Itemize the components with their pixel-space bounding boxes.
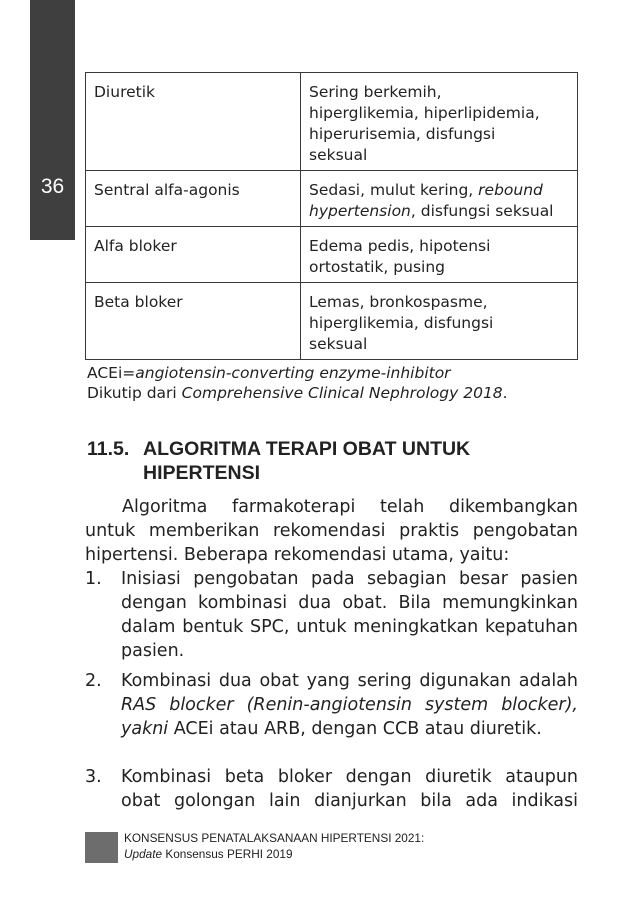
effects-line: hiperglikemia, disfungsi <box>309 314 494 332</box>
section-number: 11.5. <box>87 438 130 460</box>
drug-cell: Diuretik <box>86 73 301 171</box>
abbrev-label: ACEi= <box>87 364 136 382</box>
effects-line: hiperglikemia, hiperlipidemia, <box>309 104 540 122</box>
effects-text: , disfungsi seksual <box>410 202 554 220</box>
effects-line: ortostatik, pusing <box>309 258 445 276</box>
source-prefix: Dikutip dari <box>87 384 182 402</box>
list-marker: 1. <box>85 569 102 589</box>
effects-cell <box>301 227 578 283</box>
list-text: ACEi atau ARB, dengan CCB atau diuretik. <box>168 719 542 739</box>
intro-line: Algoritma farmakoterapi telah dikembangkan <box>122 497 578 517</box>
list-item <box>85 669 578 741</box>
effects-italic: hypertension <box>309 202 411 220</box>
abbreviation-note <box>87 363 587 383</box>
effects-italic: rebound <box>478 181 543 199</box>
list-text: Kombinasi dua obat yang sering digunakan adalah <box>121 671 578 691</box>
footer-line: KONSENSUS PENATALAKSANAAN HIPERTENSI 2021: <box>124 831 425 845</box>
source-suffix: . <box>502 384 508 402</box>
effects-line: Edema pedis, hipotensi <box>309 237 491 255</box>
table-row <box>86 171 578 227</box>
effects-text: Sedasi, mulut kering, <box>309 181 479 199</box>
effects-cell <box>301 73 578 171</box>
side-tab <box>30 0 75 240</box>
list-text-italic: RAS blocker (Renin-angiotensin system blocker), yakni <box>121 695 578 739</box>
drug-cell: Alfa bloker <box>86 227 301 283</box>
effects-line: Sering berkemih, <box>309 83 442 101</box>
list-marker: 3. <box>85 767 102 787</box>
source-note <box>87 383 587 403</box>
effects-cell <box>301 171 578 227</box>
page-number: 36 <box>40 175 65 198</box>
section-heading <box>87 437 587 485</box>
drug-cell: Sentral alfa-agonis <box>86 171 301 227</box>
list-text: Kombinasi beta bloker dengan diuretik ataupun obat golongan lain dianjurkan bila ada indikasi <box>121 767 578 811</box>
effects-line: seksual <box>309 335 368 353</box>
table-row <box>86 227 578 283</box>
list-item <box>85 765 578 813</box>
effects-line: seksual <box>309 146 368 164</box>
footer-block <box>85 832 118 863</box>
section-title-line: ALGORITMA TERAPI OBAT UNTUK <box>143 438 471 460</box>
side-effects-table <box>85 72 578 360</box>
intro-line: untuk memberikan rekomendasi praktis pengobatan <box>85 521 578 541</box>
section-title-line: HIPERTENSI <box>143 462 261 484</box>
footer-italic: Update <box>124 847 163 861</box>
intro-paragraph <box>85 495 578 567</box>
abbrev-text: angiotensin-converting enzyme-inhibitor <box>135 364 451 382</box>
table-row <box>86 73 578 171</box>
effects-line: Lemas, bronkospasme, <box>309 293 488 311</box>
list-marker: 2. <box>85 671 102 691</box>
footer-text <box>124 830 424 862</box>
source-title: Comprehensive Clinical Nephrology 2018 <box>181 384 503 402</box>
table-row <box>86 283 578 360</box>
footer-line: Konsensus PERHI 2019 <box>162 847 293 861</box>
effects-cell <box>301 283 578 360</box>
list-item <box>85 567 578 663</box>
effects-line: hiperurisemia, disfungsi <box>309 125 496 143</box>
intro-line: hipertensi. Beberapa rekomendasi utama, yaitu: <box>85 545 510 565</box>
drug-cell: Beta bloker <box>86 283 301 360</box>
list-text: Inisiasi pengobatan pada sebagian besar pasien dengan kombinasi dua obat. Bila memungkinkan dalam bentuk SPC, untuk meningkatkan kepatuhan pasien. <box>121 569 578 661</box>
